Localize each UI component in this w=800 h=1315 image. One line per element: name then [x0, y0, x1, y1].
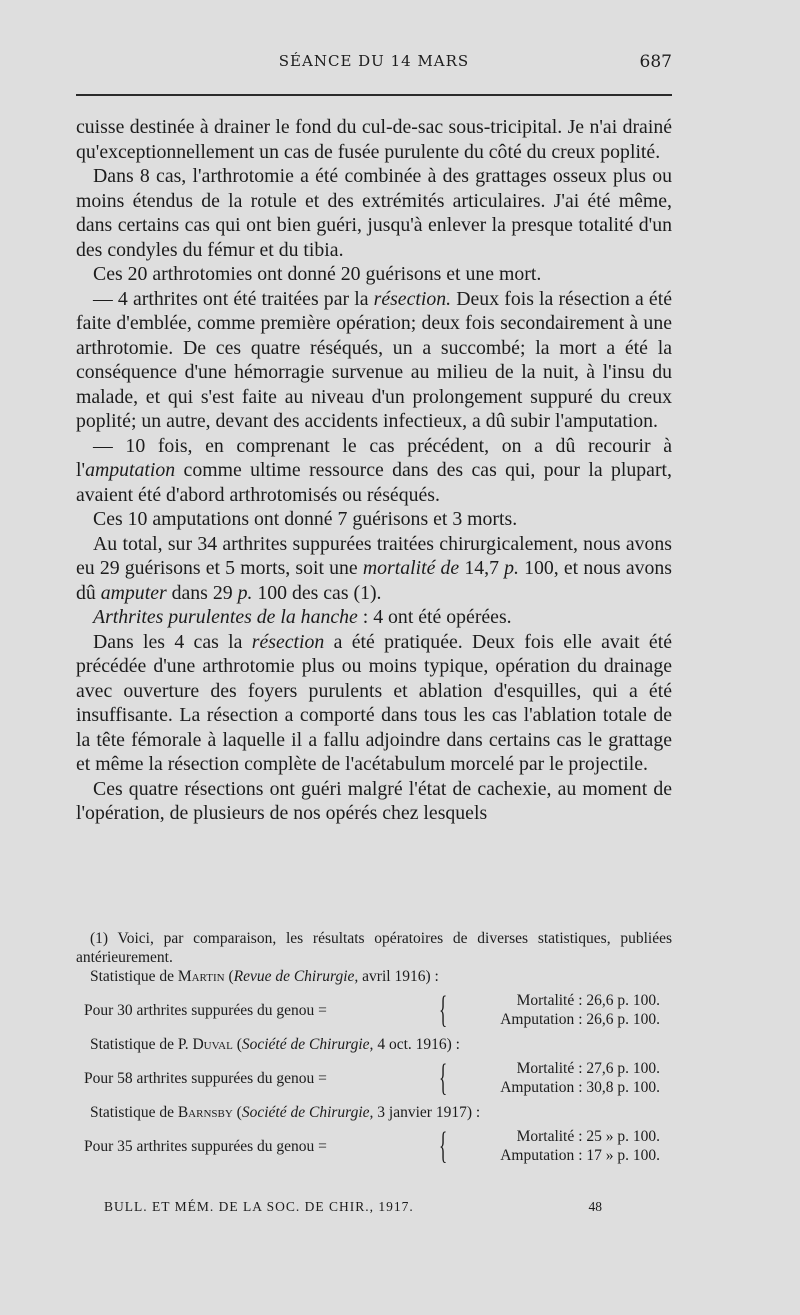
emphasis: résection: [251, 630, 325, 653]
paragraph: Ces 20 arthrotomies ont donné 20 guérisons et une mort.: [93, 263, 542, 285]
emphasis: p.: [504, 557, 519, 579]
statistic-label: Pour 58 arthrites suppurées du genou =: [84, 1069, 327, 1087]
text-run: : 4 ont été opérées.: [357, 606, 512, 628]
statistic-source: Statistique de Barnsby (Société de Chirurgie, 3 janvier 1917) :: [90, 1104, 481, 1121]
section-heading: Arthrites purulentes de la hanche: [93, 606, 358, 628]
header-rule: [76, 94, 672, 96]
statistic-label: Pour 30 arthrites suppurées du genou =: [84, 1001, 327, 1019]
statistic-source: Statistique de Martin (Revue de Chirurgie, avril 1916) :: [90, 968, 439, 985]
text-run: — 4 arthrites ont été traitées par la: [93, 287, 374, 310]
footer-journal: BULL. ET MÉM. DE LA SOC. DE CHIR., 1917.: [104, 1199, 414, 1214]
brace-icon: {: [439, 1125, 448, 1167]
text-run: 14,7: [459, 557, 505, 579]
statistic-label: Pour 35 arthrites suppurées du genou =: [84, 1137, 327, 1155]
statistic-source: Statistique de P. Duval (Société de Chirurgie, 4 oct. 1916) :: [90, 1036, 460, 1053]
footnotes: [76, 929, 672, 1171]
main-text: [76, 115, 672, 826]
paragraph: Dans 8 cas, l'arthrotomie a été combinée à des grattages osseux plus ou moins étendus de la rotule et des extrémités articulaires. J'ai été même, dans certains cas qui ont bien guéri, jusqu'à enlever la presque totalité d'un des condyles du fémur et du tibia.: [76, 165, 672, 261]
signature-number: 48: [588, 1199, 602, 1214]
paragraph: Ces 10 amputations ont donné 7 guérisons et 3 morts.: [93, 508, 518, 530]
brace-icon: {: [439, 1057, 448, 1099]
text-run: comme ultime ressource dans des cas qui, pour la plupart, avaient été d'abord arthrotomisés ou réséqués.: [76, 459, 672, 506]
text-run: 100, et nous avons dû: [76, 557, 672, 604]
text-run: dans 29: [166, 581, 238, 604]
paragraph: [76, 630, 672, 777]
statistic-row: Pour 30 arthrites suppurées du genou = { Mortalité : 26,6 p. 100. Amputation : 26,6 p. 100.: [84, 989, 661, 1031]
text-run: Dans les 4 cas la: [93, 630, 252, 653]
emphasis: amputer: [100, 581, 167, 604]
statistic-row: Pour 58 arthrites suppurées du genou = { Mortalité : 27,6 p. 100. Amputation : 30,8 p. 100.: [84, 1057, 661, 1099]
running-title: SÉANCE DU 14 MARS: [278, 52, 470, 70]
text-run: — 10 fois, en comprenant le cas précédent, on a dû recourir à l': [76, 434, 672, 481]
emphasis: amputation: [85, 459, 176, 481]
paragraph: [76, 532, 672, 606]
paragraph: [76, 605, 672, 630]
text-run: 100 des cas (1).: [252, 581, 382, 604]
text-run: a été pratiquée. Deux fois elle avait été précédée d'une arthrotomie plus ou moins typique, opération du drainage avec ouverture des foyers purulents et ablation d'esquilles, qui a été insuffisante. La résection a comporté dans tous les cas l'ablation totale de la tête fémorale à laquelle il a fallu adjoindre dans certains cas le grattage et même la résection complète de l'acétabulum morcelé par le projectile.: [76, 630, 672, 775]
paragraph: [76, 287, 672, 434]
text-run: Au total, sur 34 arthrites suppurées traitées chirurgicalement, nous avons eu 29 guérisons et 5 morts, soit une: [76, 532, 672, 579]
running-head: [76, 52, 672, 78]
statistic-row: Pour 35 arthrites suppurées du genou = { Mortalité : 25 » p. 100. Amputation : 17 » p. 100.: [84, 1125, 661, 1167]
emphasis: résection.: [373, 287, 452, 310]
paragraph: [76, 434, 672, 508]
paragraph: cuisse destinée à drainer le fond du cul-de-sac sous-tricipital. Je n'ai drainé qu'exceptionnellement un cas de fusée purulente du côté du creux poplité.: [76, 116, 672, 163]
text-run: Deux fois la résection a été faite d'emblée, comme première opération; deux fois secondairement à une arthrotomie. De ces quatre réséqués, un a succombé; la mort a été la conséquence d'une hémorragie survenue au milieu de la nuit, à l'insu du malade, et qui s'est faite au niveau d'un prolongement suppuré du creux poplité; un autre, devant des accidents infectieux, a dû subir l'amputation.: [76, 287, 672, 432]
paragraph: Ces quatre résections ont guéri malgré l'état de cachexie, au moment de l'opération, de plusieurs de nos opérés chez lesquels: [76, 777, 672, 824]
emphasis: mortalité de: [362, 557, 460, 579]
emphasis: p.: [237, 581, 253, 604]
brace-icon: {: [439, 989, 448, 1031]
page-number: 687: [639, 52, 672, 72]
footnote-intro: (1) Voici, par comparaison, les résultats opératoires de diverses statistiques, publiées antérieurement.: [76, 930, 672, 966]
